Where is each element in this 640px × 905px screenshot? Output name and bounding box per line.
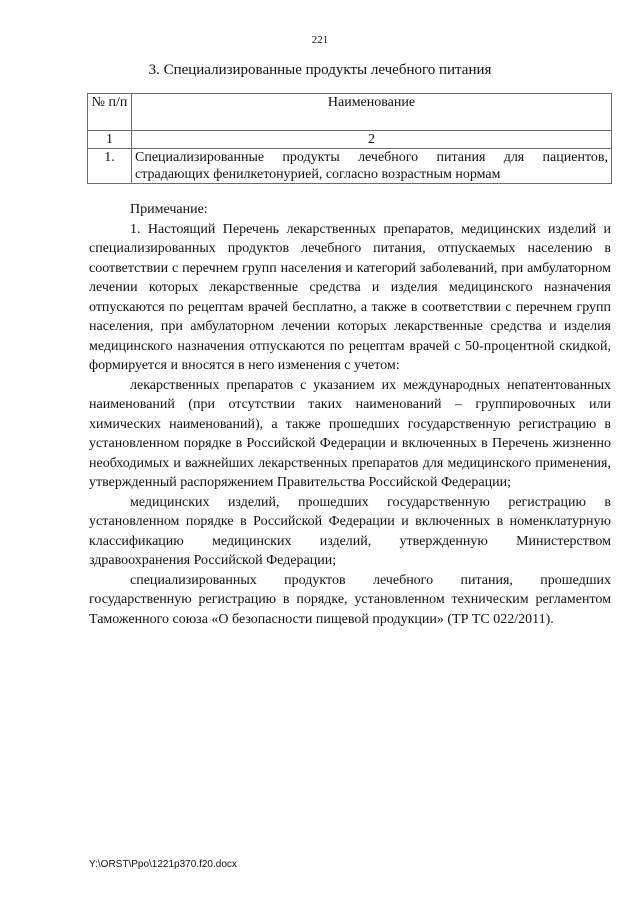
page-number: 221 <box>311 34 329 46</box>
note-paragraph-3: медицинских изделий, прошедших государственную регистрацию в установленном порядке в Российской Федерации и включенных в номенклатурную классификацию медицинских изделий, утвержденную Министерством здравоохранения Российской Федерации; <box>89 494 611 568</box>
table-index-row <box>88 131 612 149</box>
index-cell-1: 1 <box>88 131 132 149</box>
header-num: № п/п <box>88 94 132 131</box>
note-paragraph-4: специализированных продуктов лечебного питания, прошедших государственную регистрацию в порядке, установленном техническим регламентом Таможенного союза «О безопасности пищевой продукции» (ТР ТС 022/2011). <box>89 572 611 627</box>
note-block <box>89 200 611 629</box>
table-row <box>88 149 612 184</box>
section-title: 3. Специализированные продукты лечебного питания <box>148 62 492 78</box>
table-header-row <box>88 94 612 131</box>
products-table <box>87 93 612 184</box>
note-title: Примечание: <box>130 202 208 217</box>
note-paragraph-2: лекарственных препаратов с указанием их международных непатентованных наименований (при отсутствии таких наименований – группировочных или химических наименований), а также прошедших государственную регистрацию в установленном порядке в Российской Федерации и включенных в Перечень жизненно необходимых и важнейших лекарственных препаратов для медицинского применения, утвержденный распоряжением Правительства Российской Федерации; <box>89 377 611 490</box>
footer-file-path: Y:\ORST\Ppo\1221p370.f20.docx <box>89 859 237 870</box>
row-number: 1. <box>88 149 132 184</box>
header-name: Наименование <box>132 94 612 131</box>
note-paragraph-1: 1. Настоящий Перечень лекарственных препаратов, медицинских изделий и специализированных продуктов лечебного питания, отпускаемых населению в соответствии с перечнем групп населения и категорий заболеваний, при амбулаторном лечении которых лекарственные средства и изделия медицинского назначения отпускаются по рецептам врачей бесплатно, а также в соответствии с перечнем групп населения, при амбулаторном лечении которых лекарственные средства и изделия медицинского назначения отпускаются по рецептам врачей с 50-процентной скидкой, формируется и вносятся в него изменения с учетом: <box>89 221 611 373</box>
row-name: Специализированные продукты лечебного питания для пациентов, страдающих фенилкетонурией, согласно возрастным нормам <box>132 149 612 184</box>
index-cell-2: 2 <box>132 131 612 149</box>
